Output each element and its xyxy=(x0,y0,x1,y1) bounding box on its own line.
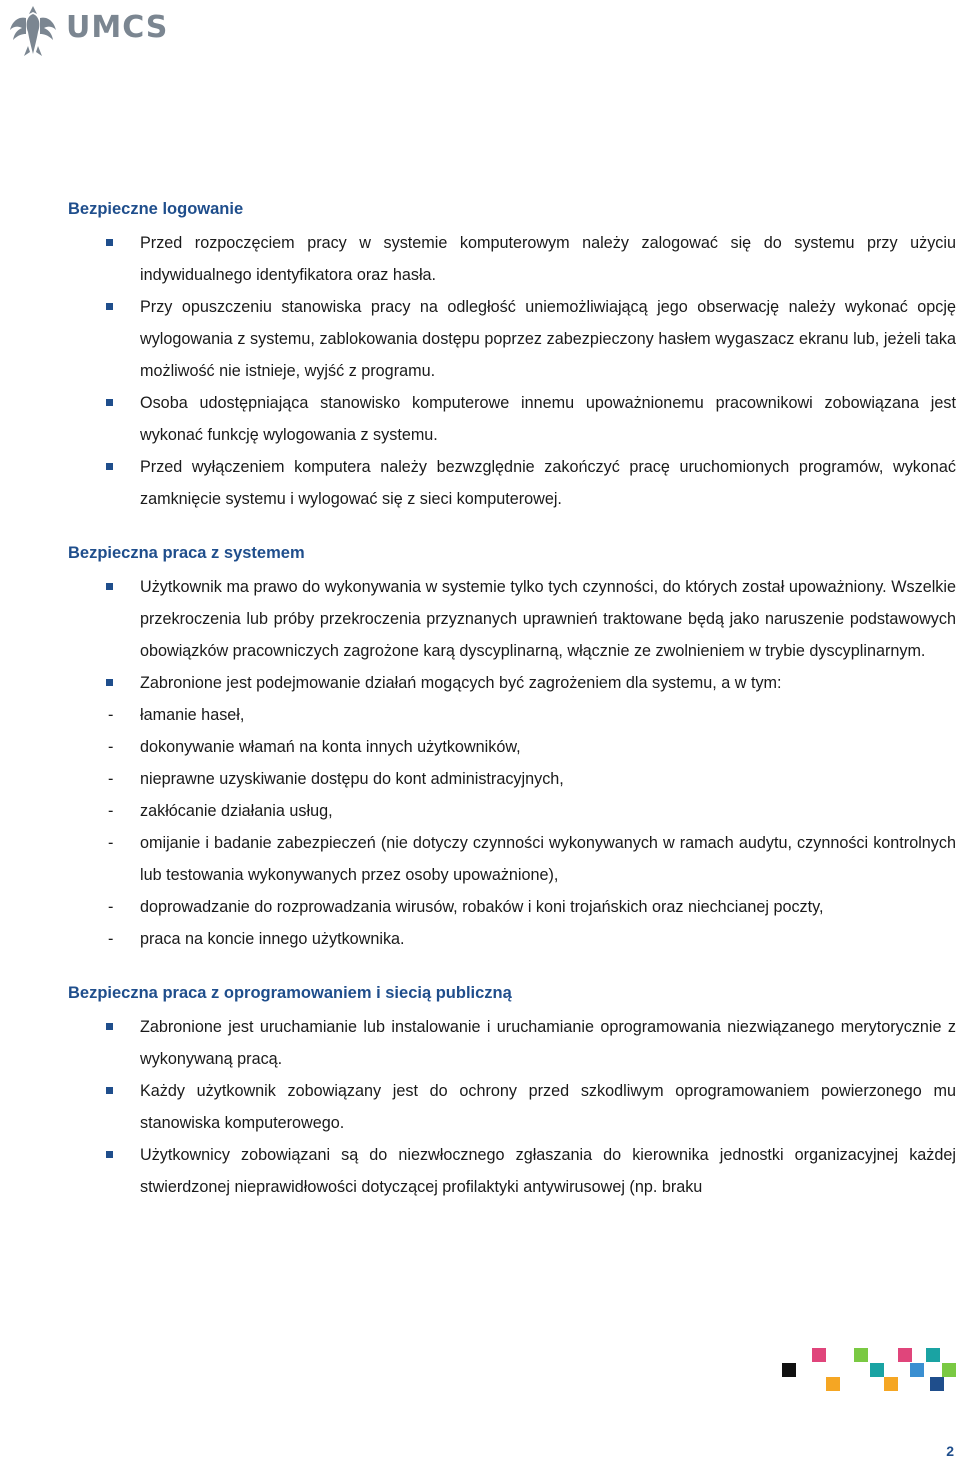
deco-square xyxy=(826,1377,840,1391)
dash-item-text: zakłócanie działania usług, xyxy=(140,802,333,820)
deco-square xyxy=(812,1348,826,1362)
document-body xyxy=(68,197,956,1229)
list-item xyxy=(68,667,956,955)
logo-wordmark: UMCS xyxy=(66,10,169,45)
deco-square xyxy=(884,1377,898,1391)
dash-marker: - xyxy=(108,802,114,820)
square-bullet-icon xyxy=(106,239,113,246)
page-number: 2 xyxy=(946,1443,954,1459)
list-item xyxy=(68,291,956,387)
list-item xyxy=(68,1075,956,1139)
dash-item xyxy=(68,827,956,891)
dash-item xyxy=(68,763,956,795)
deco-square xyxy=(898,1348,912,1362)
dash-sublist xyxy=(68,699,956,955)
section-title: Bezpieczna praca z systemem xyxy=(68,544,305,562)
dash-item xyxy=(68,891,956,923)
deco-square xyxy=(910,1363,924,1377)
dash-item-text: omijanie i badanie zabezpieczeń (nie dotyczy czynności wykonywanych w ramach audytu, czynności kontrolnych lub testowania wykonywanych przez osoby upoważnione), xyxy=(140,834,956,884)
section-bezpieczna-praca-z-systemem xyxy=(68,541,956,955)
section-bezpieczne-logowanie xyxy=(68,197,956,515)
square-bullet-icon xyxy=(106,463,113,470)
list-item xyxy=(68,571,956,667)
section-title: Bezpieczne logowanie xyxy=(68,200,244,218)
dash-item xyxy=(68,731,956,763)
section-oprogramowanie-siec xyxy=(68,981,956,1203)
square-bullet-icon xyxy=(106,583,113,590)
list-item-text: Przy opuszczeniu stanowiska pracy na odległość uniemożliwiającą jego obserwację należy wykonać opcję wylogowania z systemu, zablokowania dostępu poprzez zabezpieczony hasłem wygaszacz ekranu lub, jeżeli taka możliwość nie istnieje, wyjść z programu. xyxy=(140,298,956,380)
square-bullet-icon xyxy=(106,303,113,310)
square-bullet-icon xyxy=(106,1151,113,1158)
list-item xyxy=(68,227,956,291)
deco-square xyxy=(926,1348,940,1362)
list-item xyxy=(68,387,956,451)
bullet-list xyxy=(68,571,956,955)
dash-item xyxy=(68,923,956,955)
bullet-list xyxy=(68,1011,956,1203)
list-item-text: Użytkownicy zobowiązani są do niezwłocznego zgłaszania do kierownika jednostki organizacyjnej każdej stwierdzonej nieprawidłowości dotyczącej profilaktyki antywirusowej (np. braku xyxy=(140,1146,956,1196)
deco-square xyxy=(782,1363,796,1377)
dash-item-text: dokonywanie włamań na konta innych użytkowników, xyxy=(140,738,521,756)
list-item-text: Przed rozpoczęciem pracy w systemie komputerowym należy zalogować się do systemu przy użyciu indywidualnego identyfikatora oraz hasła. xyxy=(140,234,956,284)
umcs-logo xyxy=(4,2,174,62)
square-bullet-icon xyxy=(106,679,113,686)
dash-marker: - xyxy=(108,898,114,916)
list-item-text: Użytkownik ma prawo do wykonywania w systemie tylko tych czynności, do których został upoważniony. Wszelkie przekroczenia lub próby przekroczenia przyznanych uprawnień traktowane będą jako naruszenie podstawowych obowiązków pracowniczych zagrożone karą dyscyplinarną, włącznie ze zwolnieniem w trybie dyscyplinarnym. xyxy=(140,578,956,660)
list-item xyxy=(68,1139,956,1203)
decorative-squares xyxy=(780,1345,960,1415)
dash-item xyxy=(68,795,956,827)
list-item xyxy=(68,451,956,515)
dash-item-text: doprowadzanie do rozprowadzania wirusów, robaków i koni trojańskich oraz niechcianej poczty, xyxy=(140,898,824,916)
list-item-text: Zabronione jest podejmowanie działań mogących być zagrożeniem dla systemu, a w tym: xyxy=(140,674,782,692)
dash-marker: - xyxy=(108,706,114,724)
dash-marker: - xyxy=(108,770,114,788)
deco-square xyxy=(930,1377,944,1391)
list-item-text: Zabronione jest uruchamianie lub instalowanie i uruchamianie oprogramowania niezwiązanego merytorycznie z wykonywaną pracą. xyxy=(140,1018,956,1068)
dash-marker: - xyxy=(108,930,114,948)
list-item-text: Przed wyłączeniem komputera należy bezwzględnie zakończyć pracę uruchomionych programów, wykonać zamknięcie systemu i wylogować się z sieci komputerowej. xyxy=(140,458,956,508)
square-bullet-icon xyxy=(106,1087,113,1094)
dash-item-text: łamanie haseł, xyxy=(140,706,245,724)
dash-item-text: praca na koncie innego użytkownika. xyxy=(140,930,405,948)
dash-marker: - xyxy=(108,834,114,852)
deco-square xyxy=(870,1363,884,1377)
list-item-text: Osoba udostępniająca stanowisko komputerowe innemu upoważnionemu pracownikowi zobowiązana jest wykonać funkcję wylogowania z systemu. xyxy=(140,394,956,444)
bullet-list xyxy=(68,227,956,515)
square-bullet-icon xyxy=(106,399,113,406)
section-title: Bezpieczna praca z oprogramowaniem i siecią publiczną xyxy=(68,984,512,1002)
dash-item xyxy=(68,699,956,731)
deco-square xyxy=(854,1348,868,1362)
dash-marker: - xyxy=(108,738,114,756)
umcs-eagle-emblem-icon xyxy=(4,2,62,60)
dash-item-text: nieprawne uzyskiwanie dostępu do kont administracyjnych, xyxy=(140,770,564,788)
list-item-text: Każdy użytkownik zobowiązany jest do ochrony przed szkodliwym oprogramowaniem powierzonego mu stanowiska komputerowego. xyxy=(140,1082,956,1132)
square-bullet-icon xyxy=(106,1023,113,1030)
deco-square xyxy=(942,1363,956,1377)
list-item xyxy=(68,1011,956,1075)
